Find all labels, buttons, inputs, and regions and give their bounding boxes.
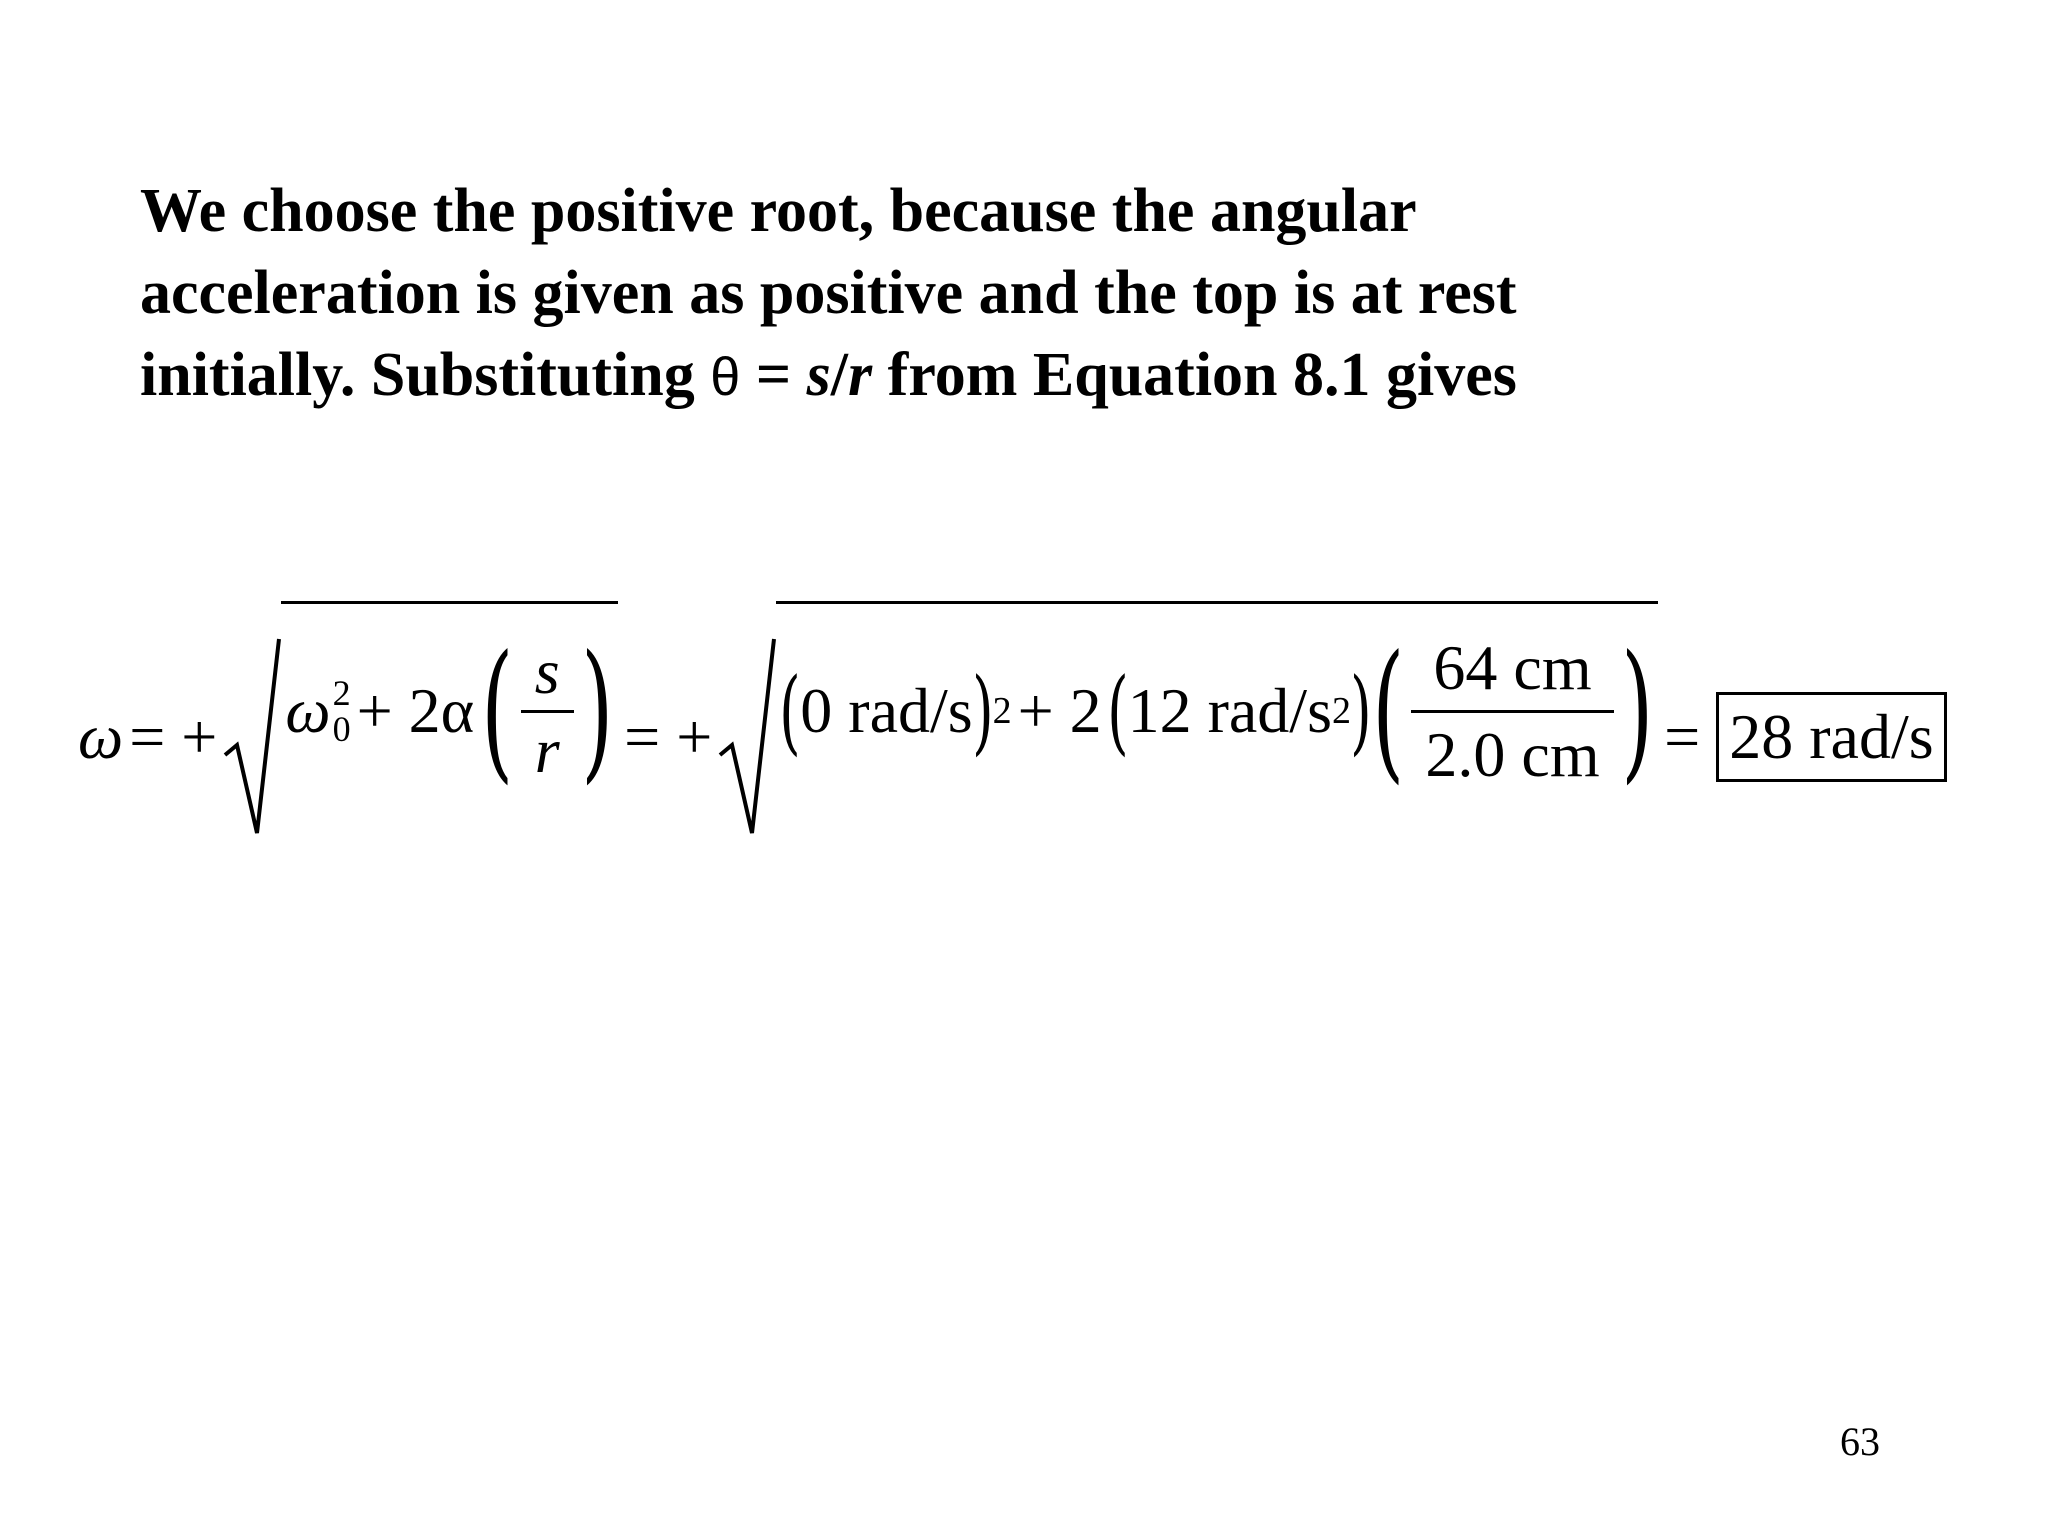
equals-plus-2: = + xyxy=(624,701,713,772)
equals-final: = xyxy=(1664,701,1701,772)
page-number: 63 xyxy=(1840,1419,1880,1464)
right-paren: ) xyxy=(1350,657,1372,765)
fraction-numerator: s xyxy=(534,635,560,707)
radical-sign-icon xyxy=(223,637,281,837)
radicand-symbolic xyxy=(281,601,618,796)
fraction-s-over-r xyxy=(521,634,574,789)
fraction-numeric xyxy=(1411,626,1613,797)
fraction-numerator: 64 cm xyxy=(1433,631,1592,703)
paragraph-line-1: We choose the positive root, because the angular xyxy=(140,177,1417,245)
omega-zero-indices xyxy=(333,675,351,747)
angular-acceleration: 12 rad/s xyxy=(1127,675,1332,746)
omega-symbol: ω xyxy=(78,701,124,772)
zero-rad-per-s: 0 rad/s xyxy=(800,675,973,746)
right-paren: ) xyxy=(580,624,613,798)
sqrt-numeric xyxy=(718,624,1658,837)
outer-exponent: 2 xyxy=(992,690,1012,732)
omega-zero-sub: 0 xyxy=(332,709,351,749)
radical-sign-icon xyxy=(718,637,776,837)
line3-pre: initially. Substituting xyxy=(140,341,695,409)
equation xyxy=(78,612,1947,862)
paragraph-line-2: acceleration is given as positive and the top is at rest xyxy=(140,259,1517,327)
equals-plus-1: = + xyxy=(129,701,218,772)
left-paren: ( xyxy=(779,657,802,765)
theta-symbol: θ xyxy=(710,347,741,407)
accel-exponent: 2 xyxy=(1331,690,1351,732)
radicand-numeric xyxy=(776,601,1658,796)
body-paragraph xyxy=(140,170,1940,418)
omega-zero-sup: 2 xyxy=(332,673,351,713)
slash: / xyxy=(830,341,849,409)
paragraph-line-3 xyxy=(140,334,1940,418)
line3-eq: = xyxy=(740,341,807,409)
right-paren: ) xyxy=(1620,624,1653,798)
left-paren: ( xyxy=(481,624,514,798)
var-s: s xyxy=(806,341,831,409)
var-r: r xyxy=(848,341,873,409)
plus-2alpha: + 2α xyxy=(356,675,475,746)
fraction-denominator: 2.0 cm xyxy=(1411,710,1613,797)
sqrt-symbolic xyxy=(223,624,618,837)
left-paren: ( xyxy=(1106,657,1129,765)
line3-post: from Equation 8.1 gives xyxy=(872,341,1517,409)
right-paren: ) xyxy=(971,657,994,765)
boxed-answer: 28 rad/s xyxy=(1716,692,1946,782)
fraction-denominator: r xyxy=(521,710,574,789)
omega-zero: ω xyxy=(285,675,331,746)
left-paren: ( xyxy=(1372,624,1405,798)
plus-2: + 2 xyxy=(1017,675,1102,746)
